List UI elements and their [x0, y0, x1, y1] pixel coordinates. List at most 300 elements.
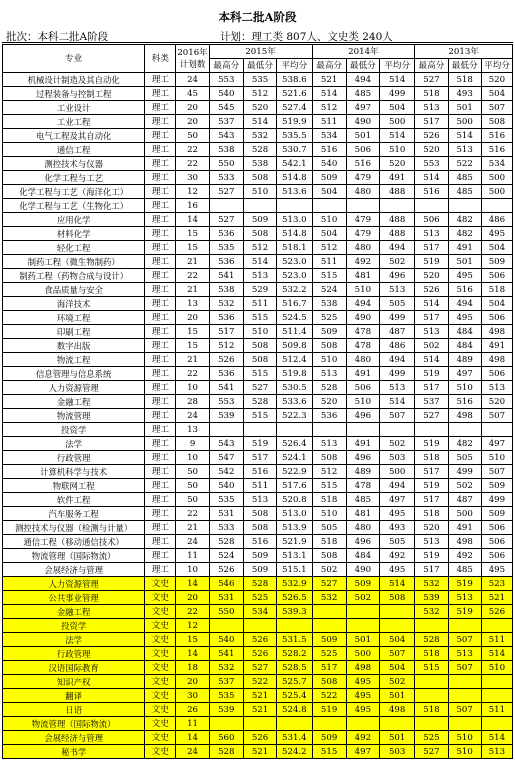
- min-2013-cell: 522: [448, 157, 481, 171]
- table-row: [3, 353, 513, 367]
- avg-2013-cell: 506: [481, 367, 512, 381]
- avg-2015-cell: 532.9: [277, 577, 312, 591]
- table-row: [3, 129, 513, 143]
- major-cell: 环境工程: [3, 311, 145, 325]
- major-cell: 翻译: [3, 689, 145, 703]
- score-table: [2, 44, 513, 759]
- min-2014-cell: 491: [346, 437, 379, 451]
- max-2015-cell: 539: [209, 703, 243, 717]
- table-row: [3, 605, 513, 619]
- max-2014-cell: 532: [312, 591, 346, 605]
- table-row: [3, 465, 513, 479]
- min-2014-cell: 496: [346, 535, 379, 549]
- header-min: 最低分: [346, 59, 379, 73]
- min-2015-cell: 535: [243, 73, 276, 87]
- plan-cell: 9: [176, 437, 209, 451]
- max-2013-cell: [415, 675, 448, 689]
- major-cell: 汽车服务工程: [3, 507, 145, 521]
- min-2015-cell: 508: [243, 227, 276, 241]
- min-2015-cell: 509: [243, 549, 276, 563]
- avg-2015-cell: 522.3: [277, 409, 312, 423]
- avg-2013-cell: 509: [481, 507, 512, 521]
- max-2013-cell: 513: [415, 325, 448, 339]
- plan-cell: 22: [176, 143, 209, 157]
- max-2013-cell: 513: [415, 535, 448, 549]
- max-2015-cell: 546: [209, 577, 243, 591]
- avg-2014-cell: [380, 717, 415, 731]
- avg-2014-cell: 499: [380, 311, 415, 325]
- max-2014-cell: 521: [312, 73, 346, 87]
- plan-cell: 13: [176, 423, 209, 437]
- max-2015-cell: 536: [209, 367, 243, 381]
- avg-2015-cell: 532.2: [277, 283, 312, 297]
- min-2013-cell: 510: [448, 381, 481, 395]
- plan-label: 计划：理工类 807人、文史类 240人: [220, 31, 393, 43]
- min-2014-cell: 494: [346, 297, 379, 311]
- min-2014-cell: 485: [346, 87, 379, 101]
- max-2015-cell: 527: [209, 213, 243, 227]
- min-2014-cell: 490: [346, 115, 379, 129]
- table-row: [3, 73, 513, 87]
- category-cell: 理工: [145, 353, 176, 367]
- min-2014-cell: 496: [346, 409, 379, 423]
- max-2013-cell: 537: [415, 395, 448, 409]
- avg-2014-cell: 500: [380, 465, 415, 479]
- max-2013-cell: 528: [415, 633, 448, 647]
- major-cell: 法学: [3, 437, 145, 451]
- plan-cell: 24: [176, 73, 209, 87]
- max-2014-cell: 512: [312, 101, 346, 115]
- max-2014-cell: 508: [312, 675, 346, 689]
- avg-2015-cell: 524.5: [277, 311, 312, 325]
- major-cell: 机械设计制造及其自动化: [3, 73, 145, 87]
- major-cell: 物联网工程: [3, 479, 145, 493]
- header-year-2014: 2014年: [312, 45, 415, 59]
- max-2013-cell: 515: [415, 661, 448, 675]
- avg-2015-cell: 518.1: [277, 241, 312, 255]
- min-2013-cell: 492: [448, 549, 481, 563]
- max-2013-cell: 532: [415, 605, 448, 619]
- avg-2015-cell: [277, 199, 312, 213]
- max-2014-cell: 509: [312, 171, 346, 185]
- max-2013-cell: 519: [415, 367, 448, 381]
- min-2015-cell: 508: [243, 339, 276, 353]
- header-plan-2016-line1: 2016年: [177, 47, 208, 58]
- major-cell: 制药工程（微生物制药）: [3, 255, 145, 269]
- max-2015-cell: 528: [209, 535, 243, 549]
- plan-cell: 10: [176, 381, 209, 395]
- min-2014-cell: [346, 717, 379, 731]
- batch-label: 批次：本科二批A阶段: [6, 31, 109, 43]
- min-2014-cell: 509: [346, 577, 379, 591]
- avg-2014-cell: [380, 423, 415, 437]
- plan-cell: 20: [176, 675, 209, 689]
- max-2013-cell: 517: [415, 381, 448, 395]
- avg-2015-cell: 513.9: [277, 521, 312, 535]
- min-2015-cell: 522: [243, 675, 276, 689]
- min-2014-cell: 502: [346, 591, 379, 605]
- max-2014-cell: 512: [312, 241, 346, 255]
- avg-2015-cell: 513.6: [277, 185, 312, 199]
- max-2014-cell: 513: [312, 437, 346, 451]
- category-cell: 文史: [145, 745, 176, 759]
- min-2015-cell: 527: [243, 661, 276, 675]
- table-row: [3, 199, 513, 213]
- table-row: [3, 269, 513, 283]
- table-row: [3, 549, 513, 563]
- max-2013-cell: 518: [415, 507, 448, 521]
- category-cell: 理工: [145, 423, 176, 437]
- header-year-2013: 2013年: [415, 45, 513, 59]
- avg-2014-cell: 488: [380, 185, 415, 199]
- major-cell: 公共事业管理: [3, 591, 145, 605]
- min-2015-cell: 528: [243, 143, 276, 157]
- plan-cell: 22: [176, 367, 209, 381]
- plan-cell: 21: [176, 353, 209, 367]
- plan-cell: 20: [176, 311, 209, 325]
- min-2014-cell: [346, 605, 379, 619]
- table-row: [3, 143, 513, 157]
- category-cell: 理工: [145, 395, 176, 409]
- category-cell: 理工: [145, 479, 176, 493]
- plan-cell: 30: [176, 171, 209, 185]
- avg-2014-cell: 514: [380, 129, 415, 143]
- table-row: [3, 451, 513, 465]
- max-2013-cell: 519: [415, 549, 448, 563]
- table-row: [3, 227, 513, 241]
- category-cell: 理工: [145, 269, 176, 283]
- major-cell: 金融工程: [3, 605, 145, 619]
- min-2013-cell: 485: [448, 185, 481, 199]
- avg-2014-cell: 494: [380, 241, 415, 255]
- avg-2015-cell: 509.8: [277, 339, 312, 353]
- avg-2015-cell: 523.0: [277, 269, 312, 283]
- min-2015-cell: 520: [243, 101, 276, 115]
- table-row: [3, 647, 513, 661]
- min-2015-cell: 509: [243, 563, 276, 577]
- max-2015-cell: 541: [209, 381, 243, 395]
- max-2013-cell: [415, 689, 448, 703]
- min-2013-cell: 485: [448, 563, 481, 577]
- max-2015-cell: 550: [209, 157, 243, 171]
- max-2013-cell: 519: [415, 479, 448, 493]
- max-2013-cell: 525: [415, 731, 448, 745]
- min-2014-cell: 485: [346, 493, 379, 507]
- avg-2014-cell: 514: [380, 577, 415, 591]
- min-2013-cell: 501: [448, 255, 481, 269]
- min-2014-cell: 479: [346, 227, 379, 241]
- avg-2013-cell: 534: [481, 157, 512, 171]
- max-2015-cell: 527: [209, 185, 243, 199]
- avg-2013-cell: 507: [481, 465, 512, 479]
- min-2013-cell: 495: [448, 269, 481, 283]
- avg-2013-cell: 504: [481, 241, 512, 255]
- max-2014-cell: 515: [312, 745, 346, 759]
- min-2015-cell: 528: [243, 577, 276, 591]
- avg-2015-cell: 542.1: [277, 157, 312, 171]
- table-row: [3, 479, 513, 493]
- header-major: 专业: [3, 45, 145, 73]
- min-2015-cell: 526: [243, 647, 276, 661]
- min-2015-cell: 512: [243, 241, 276, 255]
- plan-cell: 26: [176, 703, 209, 717]
- min-2015-cell: 516: [243, 465, 276, 479]
- plan-cell: 45: [176, 87, 209, 101]
- avg-2015-cell: 516.7: [277, 297, 312, 311]
- header-plan-2016-line2: 计划数: [179, 59, 206, 70]
- max-2015-cell: 526: [209, 563, 243, 577]
- avg-2015-cell: 525.7: [277, 675, 312, 689]
- min-2015-cell: 514: [243, 255, 276, 269]
- min-2013-cell: 485: [448, 171, 481, 185]
- category-cell: 文史: [145, 717, 176, 731]
- min-2014-cell: 495: [346, 703, 379, 717]
- plan-cell: 22: [176, 269, 209, 283]
- avg-2014-cell: 498: [380, 703, 415, 717]
- max-2013-cell: 517: [415, 241, 448, 255]
- min-2015-cell: [243, 423, 276, 437]
- category-cell: 理工: [145, 507, 176, 521]
- major-cell: 知识产权: [3, 675, 145, 689]
- min-2013-cell: [448, 675, 481, 689]
- plan-cell: 14: [176, 731, 209, 745]
- category-cell: 理工: [145, 101, 176, 115]
- min-2014-cell: 497: [346, 101, 379, 115]
- max-2013-cell: [415, 619, 448, 633]
- avg-2013-cell: [481, 423, 512, 437]
- major-cell: 轻化工程: [3, 241, 145, 255]
- avg-2015-cell: 519.8: [277, 367, 312, 381]
- plan-cell: 15: [176, 633, 209, 647]
- major-cell: 投资学: [3, 423, 145, 437]
- min-2014-cell: 510: [346, 395, 379, 409]
- major-cell: 信息管理与信息系统: [3, 367, 145, 381]
- min-2013-cell: 519: [448, 577, 481, 591]
- max-2014-cell: 509: [312, 731, 346, 745]
- min-2014-cell: 510: [346, 283, 379, 297]
- max-2014-cell: 519: [312, 703, 346, 717]
- avg-2015-cell: [277, 717, 312, 731]
- category-cell: 理工: [145, 451, 176, 465]
- max-2013-cell: 518: [415, 87, 448, 101]
- min-2014-cell: 479: [346, 213, 379, 227]
- avg-2014-cell: 494: [380, 353, 415, 367]
- min-2014-cell: 495: [346, 689, 379, 703]
- avg-2014-cell: 501: [380, 689, 415, 703]
- major-cell: 印刷工程: [3, 325, 145, 339]
- plan-cell: 15: [176, 325, 209, 339]
- max-2014-cell: 508: [312, 549, 346, 563]
- min-2014-cell: 506: [346, 381, 379, 395]
- table-header: [3, 45, 513, 73]
- min-2013-cell: 507: [448, 633, 481, 647]
- header-plan-2016: [176, 45, 209, 73]
- min-2014-cell: 481: [346, 507, 379, 521]
- max-2013-cell: 527: [415, 73, 448, 87]
- max-2013-cell: 514: [415, 171, 448, 185]
- avg-2014-cell: 499: [380, 367, 415, 381]
- min-2014-cell: 484: [346, 549, 379, 563]
- max-2013-cell: 514: [415, 297, 448, 311]
- min-2014-cell: 492: [346, 255, 379, 269]
- category-cell: 理工: [145, 311, 176, 325]
- max-2014-cell: 527: [312, 577, 346, 591]
- category-cell: 文史: [145, 675, 176, 689]
- avg-2014-cell: [380, 199, 415, 213]
- avg-2013-cell: 491: [481, 339, 512, 353]
- min-2013-cell: 500: [448, 115, 481, 129]
- table-row: [3, 185, 513, 199]
- plan-cell: 12: [176, 185, 209, 199]
- table-row: [3, 157, 513, 171]
- category-cell: 理工: [145, 227, 176, 241]
- table-row: [3, 689, 513, 703]
- plan-cell: 18: [176, 661, 209, 675]
- category-cell: 理工: [145, 381, 176, 395]
- plan-cell: 12: [176, 619, 209, 633]
- max-2015-cell: 547: [209, 451, 243, 465]
- major-cell: 人力资源管理: [3, 381, 145, 395]
- avg-2014-cell: 494: [380, 479, 415, 493]
- min-2013-cell: 493: [448, 87, 481, 101]
- min-2013-cell: 501: [448, 101, 481, 115]
- avg-2013-cell: 507: [481, 409, 512, 423]
- avg-2015-cell: 522.9: [277, 465, 312, 479]
- max-2015-cell: 528: [209, 745, 243, 759]
- table-row: [3, 339, 513, 353]
- major-cell: 制药工程（药物合成与设计）: [3, 269, 145, 283]
- category-cell: 理工: [145, 297, 176, 311]
- plan-cell: 22: [176, 157, 209, 171]
- table-row: [3, 381, 513, 395]
- min-2014-cell: 480: [346, 521, 379, 535]
- avg-2015-cell: 531.4: [277, 731, 312, 745]
- min-2014-cell: 492: [346, 731, 379, 745]
- max-2014-cell: 504: [312, 185, 346, 199]
- avg-2013-cell: [481, 199, 512, 213]
- max-2013-cell: 513: [415, 101, 448, 115]
- min-2013-cell: 507: [448, 661, 481, 675]
- avg-2014-cell: [380, 605, 415, 619]
- plan-cell: 30: [176, 689, 209, 703]
- plan-cell: 28: [176, 395, 209, 409]
- max-2014-cell: 540: [312, 157, 346, 171]
- max-2014-cell: [312, 717, 346, 731]
- avg-2013-cell: 513: [481, 381, 512, 395]
- max-2014-cell: 515: [312, 269, 346, 283]
- table-row: [3, 241, 513, 255]
- min-2013-cell: 500: [448, 507, 481, 521]
- max-2013-cell: 526: [415, 129, 448, 143]
- max-2014-cell: 510: [312, 353, 346, 367]
- major-cell: 会展经济与管理: [3, 563, 145, 577]
- max-2015-cell: 537: [209, 675, 243, 689]
- min-2015-cell: 516: [243, 535, 276, 549]
- max-2013-cell: 520: [415, 269, 448, 283]
- avg-2013-cell: 510: [481, 451, 512, 465]
- min-2015-cell: 508: [243, 171, 276, 185]
- min-2015-cell: 527: [243, 381, 276, 395]
- major-cell: 工业设计: [3, 101, 145, 115]
- major-cell: 电气工程及其自动化: [3, 129, 145, 143]
- max-2015-cell: 531: [209, 507, 243, 521]
- major-cell: 软件工程: [3, 493, 145, 507]
- min-2014-cell: [346, 199, 379, 213]
- min-2015-cell: 521: [243, 689, 276, 703]
- max-2014-cell: 538: [312, 297, 346, 311]
- min-2013-cell: 484: [448, 339, 481, 353]
- max-2014-cell: 518: [312, 535, 346, 549]
- min-2014-cell: 480: [346, 353, 379, 367]
- max-2014-cell: 505: [312, 521, 346, 535]
- max-2013-cell: 517: [415, 115, 448, 129]
- min-2015-cell: 514: [243, 115, 276, 129]
- max-2013-cell: 519: [415, 255, 448, 269]
- max-2014-cell: [312, 199, 346, 213]
- avg-2013-cell: 520: [481, 73, 512, 87]
- category-cell: 理工: [145, 325, 176, 339]
- min-2014-cell: 501: [346, 633, 379, 647]
- category-cell: 理工: [145, 437, 176, 451]
- table-row: [3, 619, 513, 633]
- max-2013-cell: 502: [415, 339, 448, 353]
- avg-2013-cell: 509: [481, 479, 512, 493]
- min-2015-cell: 519: [243, 437, 276, 451]
- category-cell: 文史: [145, 591, 176, 605]
- avg-2015-cell: 526.4: [277, 437, 312, 451]
- avg-2013-cell: 511: [481, 703, 512, 717]
- avg-2015-cell: 512.4: [277, 353, 312, 367]
- avg-2014-cell: 491: [380, 171, 415, 185]
- avg-2013-cell: 497: [481, 437, 512, 451]
- min-2014-cell: 490: [346, 311, 379, 325]
- category-cell: 文史: [145, 577, 176, 591]
- min-2013-cell: 498: [448, 409, 481, 423]
- avg-2014-cell: 502: [380, 255, 415, 269]
- min-2015-cell: 513: [243, 269, 276, 283]
- min-2013-cell: 491: [448, 241, 481, 255]
- avg-2014-cell: 495: [380, 507, 415, 521]
- major-cell: 人力资源管理: [3, 577, 145, 591]
- max-2015-cell: 540: [209, 87, 243, 101]
- min-2014-cell: 489: [346, 465, 379, 479]
- table-row: [3, 633, 513, 647]
- major-cell: 过程装备与控制工程: [3, 87, 145, 101]
- min-2013-cell: [448, 423, 481, 437]
- max-2015-cell: 537: [209, 115, 243, 129]
- avg-2014-cell: 505: [380, 535, 415, 549]
- category-cell: 理工: [145, 115, 176, 129]
- min-2015-cell: 538: [243, 157, 276, 171]
- max-2014-cell: [312, 605, 346, 619]
- avg-2015-cell: 523.0: [277, 255, 312, 269]
- major-cell: 行政管理: [3, 451, 145, 465]
- max-2015-cell: 532: [209, 661, 243, 675]
- category-cell: 文史: [145, 633, 176, 647]
- avg-2015-cell: 524.1: [277, 451, 312, 465]
- major-cell: 数字出版: [3, 339, 145, 353]
- max-2014-cell: 508: [312, 451, 346, 465]
- max-2014-cell: 514: [312, 87, 346, 101]
- max-2015-cell: 512: [209, 339, 243, 353]
- max-2015-cell: 539: [209, 409, 243, 423]
- min-2015-cell: 529: [243, 283, 276, 297]
- avg-2014-cell: 495: [380, 563, 415, 577]
- major-cell: 材料化学: [3, 227, 145, 241]
- max-2014-cell: 511: [312, 115, 346, 129]
- max-2013-cell: 517: [415, 563, 448, 577]
- major-cell: 日语: [3, 703, 145, 717]
